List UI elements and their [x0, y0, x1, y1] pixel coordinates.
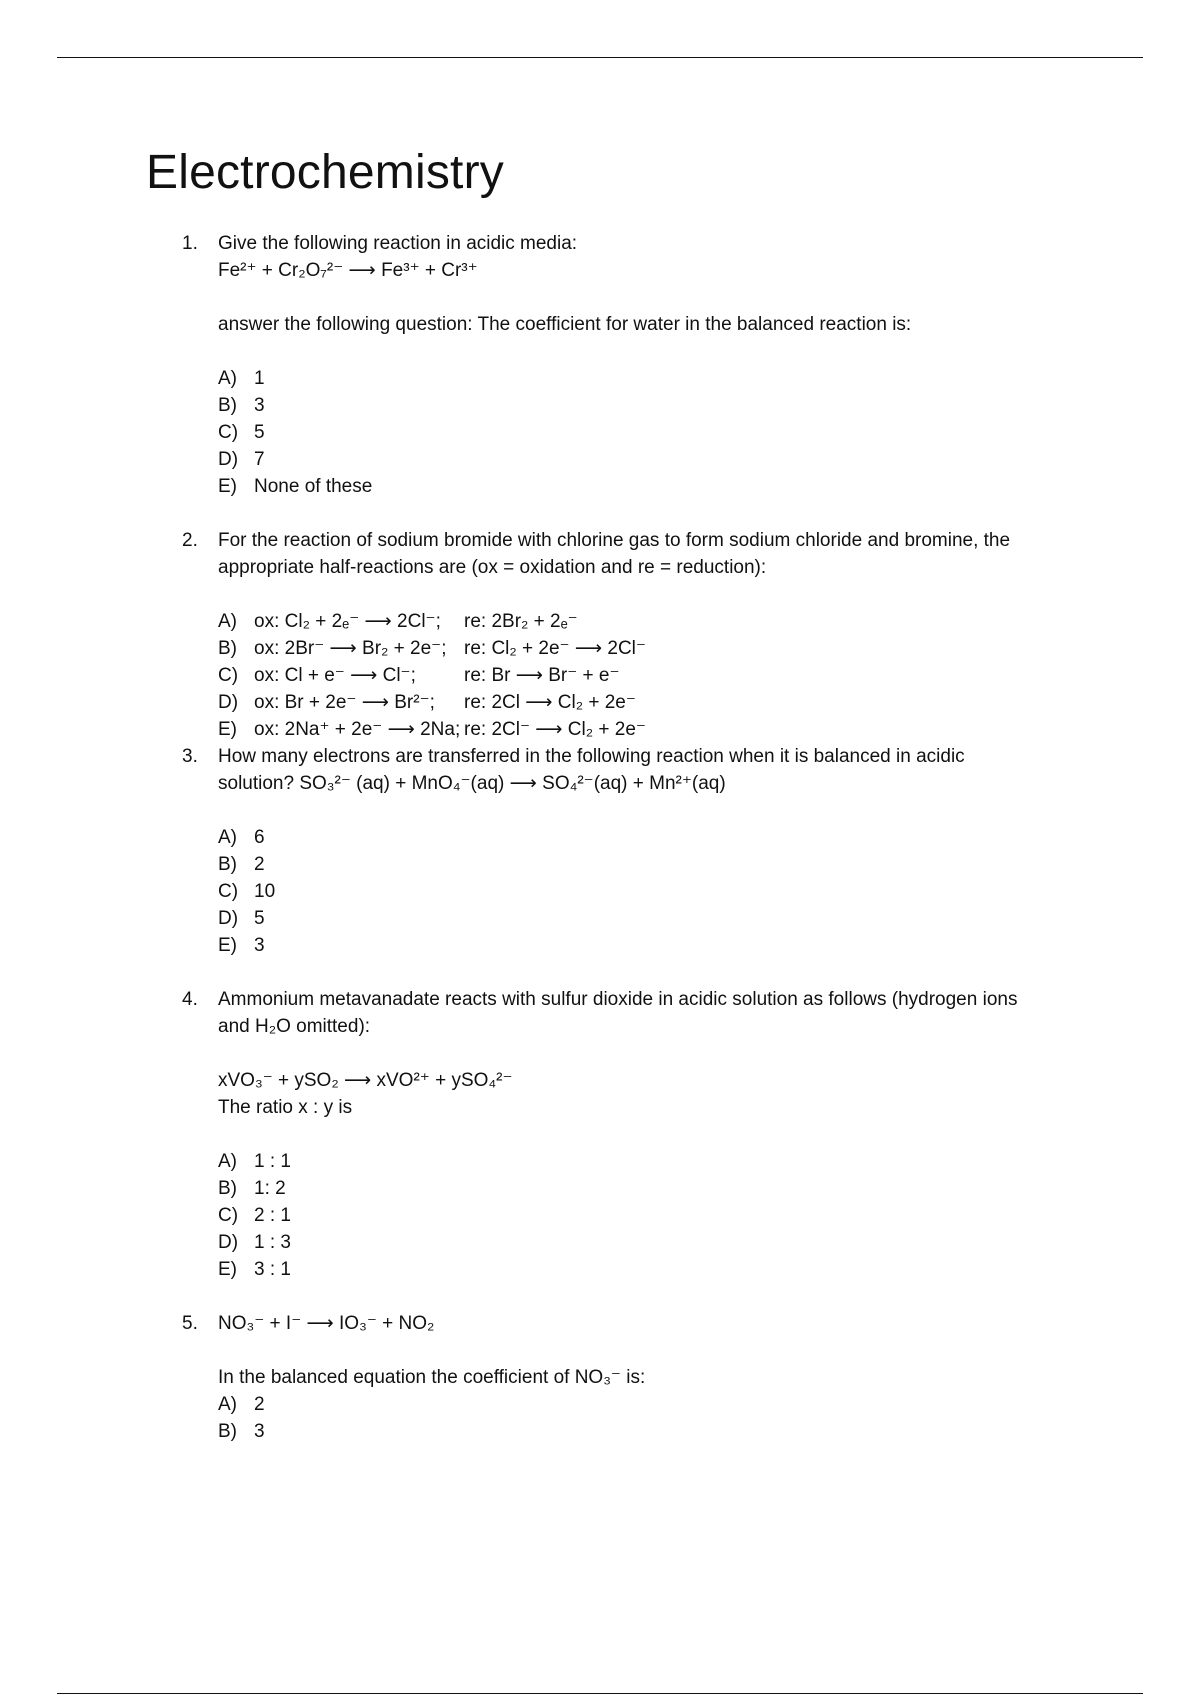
oxidation-half-reaction: ox: 2Na⁺ + 2e⁻ ⟶ 2Na;: [254, 719, 461, 740]
answer-option: [218, 851, 1082, 878]
option-letter: C): [218, 881, 239, 902]
reaction-equation: xVO₃⁻ + ySO₂ ⟶ xVO²⁺ + ySO₄²⁻: [218, 1070, 513, 1091]
question-number: 5.: [182, 1313, 198, 1334]
question-5: [182, 1310, 1082, 1445]
option-text: 2: [254, 854, 265, 875]
answer-option: [218, 473, 1082, 500]
answer-option: [218, 446, 1082, 473]
question-prompt: Give the following reaction in acidic media:: [218, 233, 578, 254]
option-letter: A): [218, 368, 237, 389]
option-letter: A): [218, 827, 237, 848]
option-text: 7: [254, 449, 265, 470]
option-text: 3: [254, 935, 265, 956]
question-prompt-line-2: appropriate half-reactions are (ox = oxidation and re = reduction):: [218, 557, 767, 578]
answer-option: [218, 878, 1082, 905]
option-letter: D): [218, 908, 239, 929]
answer-option: [218, 1391, 1082, 1418]
option-text: 5: [254, 422, 265, 443]
question-number: 4.: [182, 989, 198, 1010]
oxidation-half-reaction: ox: Br + 2e⁻ ⟶ Br²⁻;: [254, 692, 435, 713]
option-letter: C): [218, 422, 239, 443]
question-2: [182, 527, 1082, 743]
page-title: Electrochemistry: [146, 146, 504, 199]
option-text: 1 : 3: [254, 1232, 291, 1253]
option-text: 3: [254, 395, 265, 416]
option-text: 6: [254, 827, 265, 848]
answer-option: [218, 1202, 1082, 1229]
question-text: answer the following question: The coefficient for water in the balanced reaction is:: [218, 314, 912, 335]
answer-option: [218, 365, 1082, 392]
reduction-half-reaction: re: 2Cl ⟶ Cl₂ + 2e⁻: [464, 692, 636, 713]
reduction-half-reaction: re: Cl₂ + 2e⁻ ⟶ 2Cl⁻: [464, 638, 646, 659]
oxidation-half-reaction: ox: Cl + e⁻ ⟶ Cl⁻;: [254, 665, 416, 686]
question-3: [182, 743, 1082, 959]
reduction-half-reaction: re: 2Cl⁻ ⟶ Cl₂ + 2e⁻: [464, 719, 646, 740]
option-letter: E): [218, 1259, 237, 1280]
option-text: 2: [254, 1394, 265, 1415]
answer-option: [218, 1229, 1082, 1256]
option-letter: C): [218, 665, 239, 686]
answer-option: [218, 1148, 1082, 1175]
option-letter: B): [218, 1178, 237, 1199]
question-text: The ratio x : y is: [218, 1097, 353, 1118]
option-text: 1: [254, 368, 265, 389]
option-text: 5: [254, 908, 265, 929]
option-letter: D): [218, 449, 239, 470]
answer-option: [218, 932, 1082, 959]
option-letter: E): [218, 935, 237, 956]
answer-option: [218, 419, 1082, 446]
reaction-equation: NO₃⁻ + I⁻ ⟶ IO₃⁻ + NO₂: [218, 1313, 435, 1334]
option-letter: D): [218, 1232, 239, 1253]
question-prompt-line-2: solution? SO₃²⁻ (aq) + MnO₄⁻(aq) ⟶ SO₄²⁻(aq) + Mn²⁺(aq): [218, 773, 726, 794]
option-text: 3: [254, 1421, 265, 1442]
answer-option: [218, 392, 1082, 419]
answer-option: [218, 824, 1082, 851]
option-letter: A): [218, 1151, 237, 1172]
option-text: None of these: [254, 476, 373, 497]
reduction-half-reaction: re: Br ⟶ Br⁻ + e⁻: [464, 665, 620, 686]
question-number: 2.: [182, 530, 198, 551]
question-number: 1.: [182, 233, 198, 254]
answer-option: [218, 689, 1082, 716]
answer-option: [218, 716, 1082, 743]
answer-option: [218, 1418, 1082, 1445]
reaction-equation: Fe²⁺ + Cr₂O₇²⁻ ⟶ Fe³⁺ + Cr³⁺: [218, 260, 478, 281]
option-letter: B): [218, 1421, 237, 1442]
answer-option: [218, 905, 1082, 932]
option-text: 1: 2: [254, 1178, 286, 1199]
question-prompt-line-1: For the reaction of sodium bromide with chlorine gas to form sodium chloride and bromine, the: [218, 530, 1011, 551]
option-text: 1 : 1: [254, 1151, 291, 1172]
question-list: [182, 230, 1082, 1445]
option-text: 3 : 1: [254, 1259, 291, 1280]
answer-option: [218, 1256, 1082, 1283]
option-letter: E): [218, 476, 237, 497]
option-letter: B): [218, 854, 237, 875]
reduction-half-reaction: re: 2Br₂ + 2ₑ⁻: [464, 611, 578, 632]
answer-option: [218, 608, 1082, 635]
option-letter: A): [218, 1394, 237, 1415]
question-1: [182, 230, 1082, 500]
answer-option: [218, 662, 1082, 689]
question-prompt-line-2: and H₂O omitted):: [218, 1016, 371, 1037]
question-prompt-line-1: Ammonium metavanadate reacts with sulfur dioxide in acidic solution as follows (hydrogen ions: [218, 989, 1018, 1010]
question-4: [182, 986, 1082, 1283]
option-letter: A): [218, 611, 237, 632]
answer-option: [218, 1175, 1082, 1202]
question-text: In the balanced equation the coefficient of NO₃⁻ is:: [218, 1367, 646, 1388]
question-prompt-line-1: How many electrons are transferred in the following reaction when it is balanced in acidic: [218, 746, 965, 767]
question-number: 3.: [182, 746, 198, 767]
option-text: 2 : 1: [254, 1205, 291, 1226]
option-letter: E): [218, 719, 237, 740]
oxidation-half-reaction: ox: Cl₂ + 2ₑ⁻ ⟶ 2Cl⁻;: [254, 611, 441, 632]
header-rule: [57, 57, 1143, 58]
answer-option: [218, 635, 1082, 662]
option-text: 10: [254, 881, 276, 902]
option-letter: B): [218, 395, 237, 416]
option-letter: D): [218, 692, 239, 713]
option-letter: B): [218, 638, 237, 659]
footer-rule: [57, 1693, 1143, 1694]
oxidation-half-reaction: ox: 2Br⁻ ⟶ Br₂ + 2e⁻;: [254, 638, 447, 659]
option-letter: C): [218, 1205, 239, 1226]
